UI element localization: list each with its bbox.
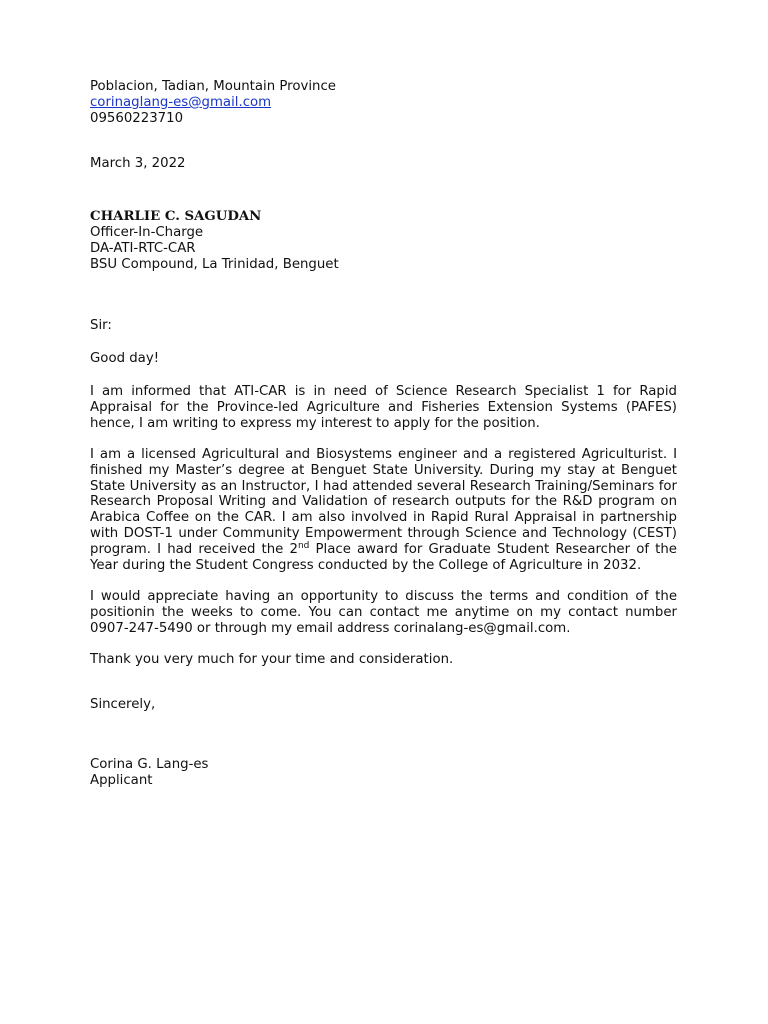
- signature-block: [90, 757, 677, 789]
- recipient-address: BSU Compound, La Trinidad, Benguet: [90, 257, 339, 272]
- body-paragraph-2-text: I am a licensed Agricultural and Biosystems engineer and a registered Agriculturist. I finished my Master’s degree at Benguet State University. During my stay at Benguet State University as an Instructor, I had attended several Research Training/Seminars for Research Proposal Writing and Validation of research outputs for the R&D program on Arabica Coffee on the CAR. I am also involved in Rapid Rural Appraisal in partnership with DOST-1 under Community Empowerment through Science and Technology (CEST) program. I had received the 2: [90, 446, 677, 558]
- sender-phone: 09560223710: [90, 111, 184, 126]
- signature-role: Applicant: [90, 772, 153, 788]
- closing: Sincerely,: [90, 696, 156, 712]
- letter: [90, 79, 677, 789]
- greeting-block: [90, 351, 677, 367]
- signature-name: Corina G. Lang-es: [90, 756, 209, 772]
- recipient-name: CHARLIE C. SAGUDAN: [90, 209, 262, 224]
- salutation: Sir:: [90, 318, 112, 333]
- letter-date-block: [90, 156, 677, 172]
- body-paragraph-2: [90, 447, 677, 574]
- sender-block: [90, 79, 677, 127]
- recipient-block: [90, 209, 677, 273]
- sender-email-link[interactable]: corinaglang-es@gmail.com: [90, 95, 272, 110]
- closing-block: [90, 697, 677, 713]
- recipient-title: Officer-In-Charge: [90, 225, 204, 240]
- greeting: Good day!: [90, 351, 160, 366]
- body-paragraph-1: I am informed that ATI-CAR is in need of Science Research Specialist 1 for Rapid Appraisal for the Province-led Agriculture and Fisheries Extension Systems (PAFES) hence, I am writing to express my interest to apply for the position.: [90, 384, 677, 431]
- ordinal-superscript: nd: [297, 541, 310, 552]
- body-paragraph-4: Thank you very much for your time and consideration.: [90, 651, 454, 667]
- body-paragraph-3: I would appreciate having an opportunity to discuss the terms and condition of the positionin the weeks to come. You can contact me anytime on my contact number 0907-247-5490 or through my email address corinalang-es@gmail.com.: [90, 588, 677, 636]
- salutation-block: [90, 318, 677, 334]
- body-paragraph-2-text-continued: Place award for Graduate Student Researcher of the Year during the Student Congress conducted by the College of Agriculture in 2032.: [90, 542, 677, 574]
- sender-address: Poblacion, Tadian, Mountain Province: [90, 79, 336, 94]
- recipient-office: DA-ATI-RTC-CAR: [90, 241, 196, 256]
- letter-date: March 3, 2022: [90, 156, 186, 171]
